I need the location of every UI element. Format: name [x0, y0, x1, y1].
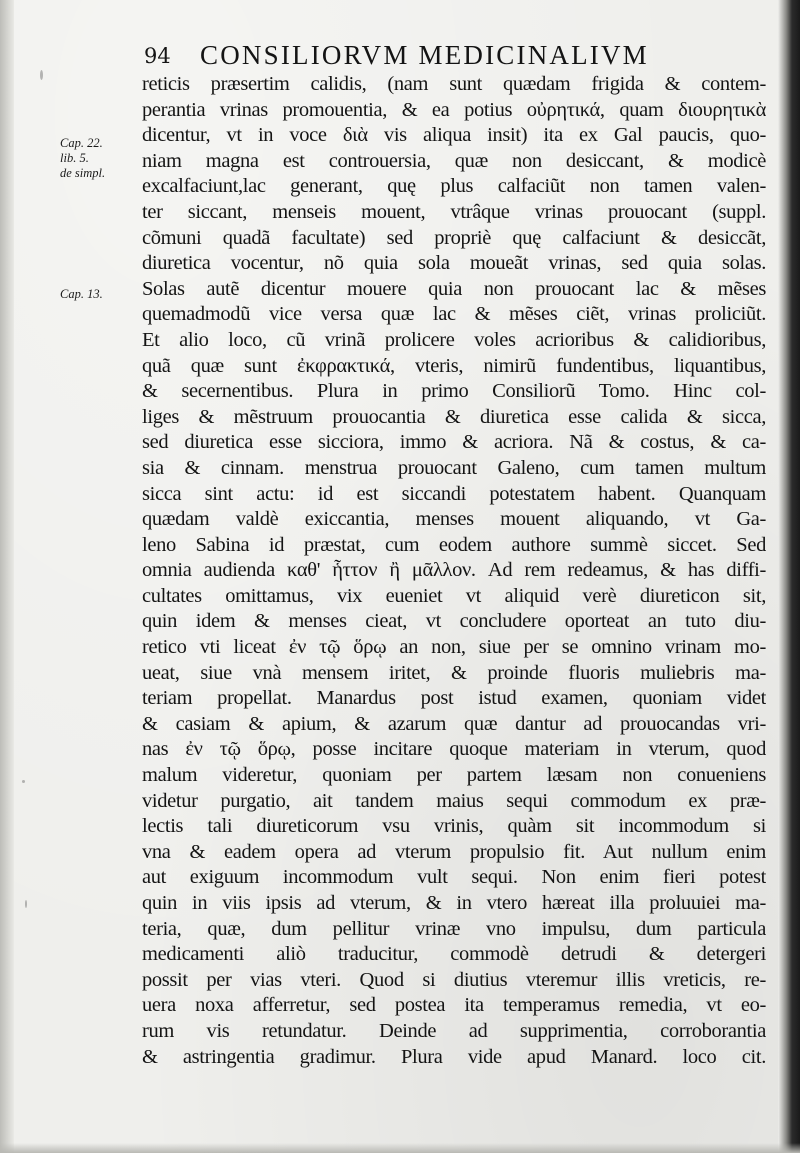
text-line: & astringentia gradimur. Plura vide apud Manard. loco cit. [142, 1045, 766, 1068]
text-line: malum videretur, quoniam per partem læsam non conueniens [142, 764, 766, 787]
text-line: leno Sabina id præstat, cum eodem authore summè siccet. Sed [142, 533, 766, 556]
text-line: quã quæ sunt ἐκφρακτικά, vteris, nimirũ fundentibus, liquantibus, [142, 354, 766, 377]
ink-spot [40, 70, 43, 80]
text-line: aut exiguum incommodum vult sequi. Non enim fieri potest [142, 866, 766, 889]
text-line: Et alio loco, cũ vrinã prolicere voles acrioribus & calidioribus, [142, 328, 766, 351]
text-line: diuretica vocentur, nõ quia sola moueãt vrinas, sed quia solas. [142, 252, 766, 275]
text-line: & secernentibus. Plura in primo Consiliorũ Tomo. Hinc col- [142, 380, 766, 403]
marginal-note-line: de simpl. [60, 166, 106, 180]
page-right-edge-shadow [778, 0, 800, 1153]
text-line: retico vti liceat ἐν τῷ ὅρῳ an non, siue per se omnino vrinam mo- [142, 636, 766, 659]
text-line: quin in viis ipsis ad vterum, & in vtero hæreat illa proluuiei ma- [142, 892, 766, 914]
text-line: sed diuretica esse sicciora, immo & acriora. Nã & costus, & ca- [142, 431, 766, 454]
text-line: videtur purgatio, ait tandem maius sequi commodum ex præ- [142, 789, 766, 812]
text-line: cultates omittamus, vix eueniet vt aliquid verè diureticon sit, [142, 584, 766, 607]
text-line: perantia vrinas promouentia, & ea potius οὐρητικά, quam διουρητικὰ [142, 98, 766, 121]
marginal-note-line: Cap. 13. [60, 287, 103, 301]
marginal-note-line: Cap. 22. [60, 136, 103, 150]
text-line: ueat, siue vnà mensem iritet, & proinde fluoris muliebris ma- [142, 661, 766, 684]
text-line: & casiam & apium, & azarum quæ dantur ad prouocandas vri- [142, 712, 766, 735]
text-line: rum vis retundatur. Deinde ad supprimentia, corroborantia [142, 1019, 766, 1042]
marginal-note-line: lib. 5. [60, 151, 89, 165]
text-line: cõmuni quadã facultate) sed propriè quę calfaciunt & desiccãt, [142, 226, 766, 249]
page-header [144, 40, 764, 74]
text-line: quædam valdè exiccantia, menses mouent aliquando, vt Ga- [142, 508, 766, 531]
text-line: ter siccant, menseis mouent, vtrâque vrinas prouocant (suppl. [142, 200, 766, 223]
page-left-edge [0, 0, 14, 1153]
text-line: Solas autẽ dicentur mouere quia non prouocant lac & mẽses [142, 277, 766, 300]
text-line: nas ἐν τῷ ὅρῳ, posse incitare quoque materiam in vterum, quod [142, 738, 766, 761]
ink-spot [25, 900, 27, 908]
running-head: CONSILIORVM MEDICINALIVM [200, 40, 649, 70]
page-bottom-edge [0, 1143, 800, 1153]
text-line: sia & cinnam. menstrua prouocant Galeno, cum tamen multum [142, 456, 766, 479]
page-number: 94 [144, 44, 171, 68]
text-line: liges & mẽstruum prouocantia & diuretica esse calida & sicca, [142, 405, 766, 428]
text-line: omnia audienda καθ' ἧττον ἢ μᾶλλον. Ad rem redeamus, & has diffi- [142, 559, 766, 582]
text-line: dicentur, vt in voce διὰ vis aliqua insit) ita ex Gal paucis, quo- [142, 124, 766, 147]
text-line: sicca sint actu: id est siccandi potestatem habent. Quanquam [142, 482, 766, 505]
text-line: quin idem & menses cieat, vt concludere oporteat an tuto diu- [142, 610, 766, 633]
text-line: lectis tali diureticorum vsu vrinis, quàm sit incommodum si [142, 815, 766, 838]
text-line: vna & eadem opera ad vterum propulsio fit. Aut nullum enim [142, 840, 766, 863]
text-line: niam magna est controuersia, quæ non desiccant, & modicè [142, 149, 766, 172]
marginal-note-citation-2 [60, 287, 140, 302]
text-line: teria, quæ, dum pellitur vrinæ vno impulsu, dum particula [142, 917, 766, 940]
text-line: reticis præsertim calidis, (nam sunt quædam frigida & contem- [142, 73, 766, 95]
body-text [142, 72, 766, 1070]
ink-spot [22, 780, 25, 783]
text-line: possit per vias vteri. Quod si diutius vteremur illis vreticis, re- [142, 968, 766, 991]
text-line: quemadmodũ vice versa quæ lac & mẽses ciẽt, vrinas proliciũt. [142, 303, 766, 326]
text-line: teriam propellat. Manardus post istud examen, quoniam videt [142, 687, 766, 710]
text-line: uera noxa afferretur, sed postea ita temperamus remedia, vt eo- [142, 994, 766, 1017]
marginal-note-citation-1 [60, 136, 140, 181]
text-line: excalfaciunt,lac generant, quę plus calfaciũt non tamen valen- [142, 175, 766, 198]
text-line: medicamenti aliò traducitur, commodè detrudi & detergeri [142, 943, 766, 966]
